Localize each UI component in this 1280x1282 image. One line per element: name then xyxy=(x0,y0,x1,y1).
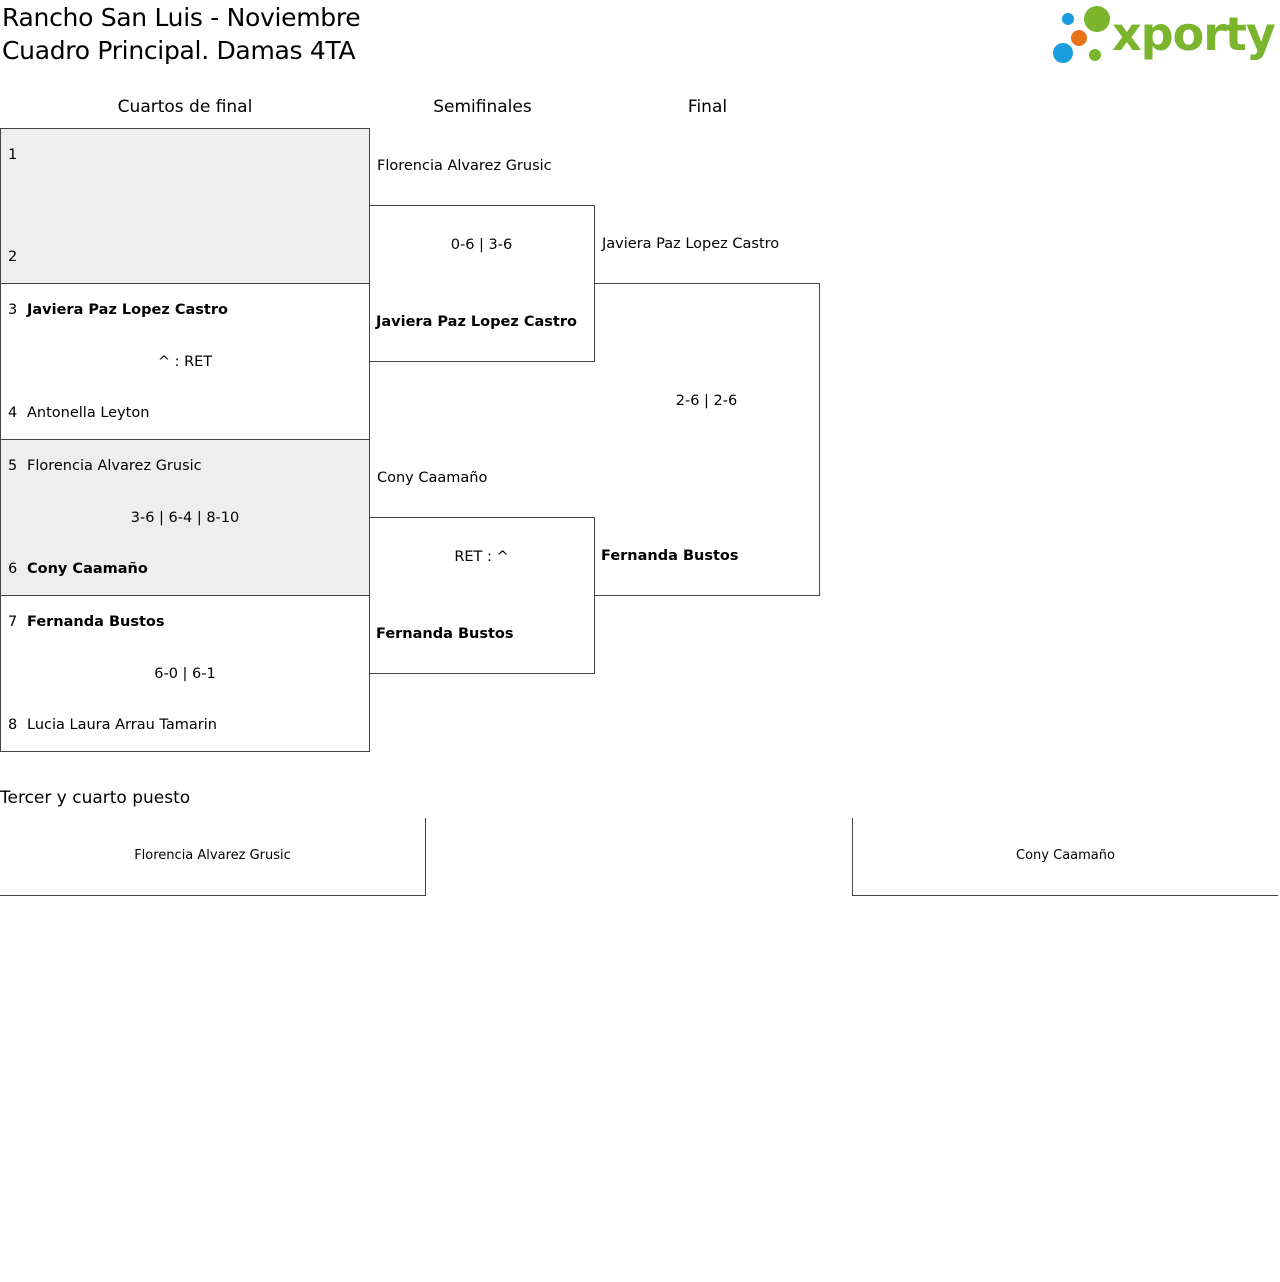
round-header-final: Final xyxy=(687,97,728,117)
qf-match-4 xyxy=(0,595,370,752)
third-place-left-slot xyxy=(0,818,426,896)
round-header-semifinals: Semifinales xyxy=(433,97,532,117)
player-name[interactable]: Lucia Laura Arrau Tamarin xyxy=(27,717,217,733)
player-name[interactable]: Florencia Alvarez Grusic xyxy=(27,458,202,474)
third-place-right-slot xyxy=(852,818,1278,896)
logo-text: xporty xyxy=(1112,7,1275,61)
seed-number: 1 xyxy=(8,147,18,163)
round-header-quarterfinals: Cuartos de final xyxy=(117,97,253,117)
seed-number: 8 xyxy=(8,717,18,733)
third-place-player-1[interactable]: Florencia Alvarez Grusic xyxy=(134,848,291,863)
match-score: 6-0 | 6-1 xyxy=(154,666,216,682)
page-title: Rancho San Luis - Noviembre xyxy=(2,3,361,32)
final-bracket xyxy=(594,283,820,596)
player-name-winner[interactable]: Cony Caamaño xyxy=(27,561,148,577)
seed-number: 2 xyxy=(8,249,18,265)
third-place-title: Tercer y cuarto puesto xyxy=(0,788,191,808)
semifinal-1-player-bottom[interactable]: Javiera Paz Lopez Castro xyxy=(376,314,577,330)
page-subtitle: Cuadro Principal. Damas 4TA xyxy=(2,36,356,65)
semifinal-2-bracket xyxy=(369,517,595,674)
seed-number: 3 xyxy=(8,302,18,318)
semifinal-2-player-top[interactable]: Cony Caamaño xyxy=(377,470,488,486)
match-score: 2-6 | 2-6 xyxy=(675,393,738,409)
final-player-top[interactable]: Javiera Paz Lopez Castro xyxy=(602,236,780,252)
qf-match-2 xyxy=(0,283,370,440)
match-score: 3-6 | 6-4 | 8-10 xyxy=(130,510,240,526)
seed-number: 4 xyxy=(8,405,18,421)
match-score: ^ : RET xyxy=(157,354,213,370)
semifinal-2-player-bottom[interactable]: Fernanda Bustos xyxy=(376,626,514,642)
qf-match-1 xyxy=(0,128,370,284)
seed-number: 5 xyxy=(8,458,18,474)
semifinal-1-bracket xyxy=(369,205,595,362)
seed-number: 6 xyxy=(8,561,18,577)
semifinal-1-player-top[interactable]: Florencia Alvarez Grusic xyxy=(377,158,552,174)
match-score: 0-6 | 3-6 xyxy=(450,237,513,253)
match-score: RET : ^ xyxy=(454,549,509,565)
player-name[interactable]: Antonella Leyton xyxy=(27,405,150,421)
third-place-player-2[interactable]: Cony Caamaño xyxy=(1016,848,1115,863)
player-name-winner[interactable]: Javiera Paz Lopez Castro xyxy=(27,302,228,318)
player-name-winner[interactable]: Fernanda Bustos xyxy=(27,614,165,630)
xporty-logo[interactable] xyxy=(1050,4,1276,66)
final-player-bottom[interactable]: Fernanda Bustos xyxy=(601,548,739,564)
qf-match-3 xyxy=(0,439,370,596)
seed-number: 7 xyxy=(8,614,18,630)
